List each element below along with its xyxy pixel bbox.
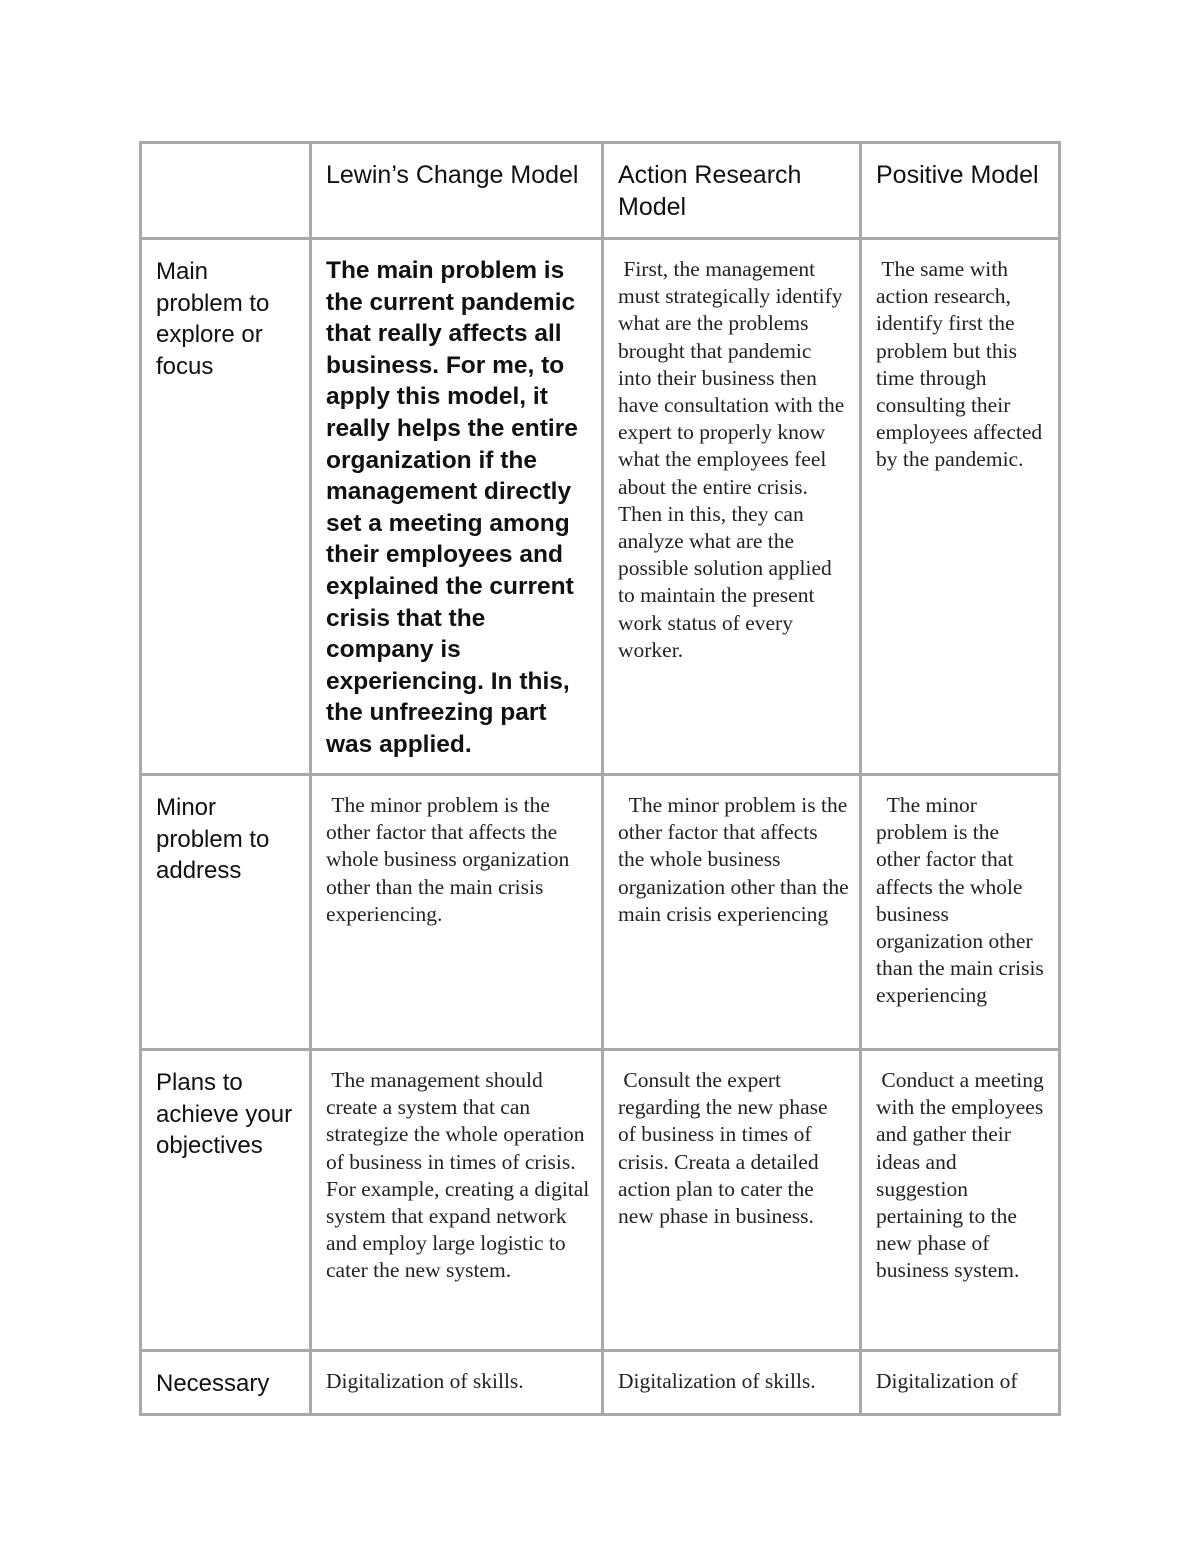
row-label-cell bbox=[141, 239, 311, 775]
cell-lewin bbox=[311, 775, 603, 1050]
header-cell-lewin bbox=[311, 143, 603, 239]
action-plans-text: Consult the expert regarding the new phase of business in times of crisis. Creata a detailed action plan to cater the new phase in business. bbox=[618, 1068, 833, 1229]
action-main-problem-text: First, the management must strategically identify what are the problems brought that pandemic into their business then have consultation with the expert to properly know what the employees feel about the entire crisis. Then in this, they can analyze what are the possible solution applied to maintain the present work status of every worker. bbox=[618, 257, 850, 662]
positive-minor-problem-text: The minor problem is the other factor that affects the whole business organization other than the main crisis experiencing bbox=[876, 793, 1050, 1008]
header-cell-positive bbox=[861, 143, 1060, 239]
row-label-cell bbox=[141, 775, 311, 1050]
lewin-necessary-text: Digitalization of skills. bbox=[326, 1369, 524, 1393]
lewin-main-problem-text: The main problem is the current pandemic that really affects all business. For me, to apply this model, it really helps the entire organization if the management directly set a meeting among their employees and explained the current crisis that the company is experiencing. In this, the unfreezing part was applied. bbox=[326, 257, 578, 758]
row-label-minor-problem: Minor problem to address bbox=[156, 794, 270, 884]
cell-action-research bbox=[603, 775, 861, 1050]
cell-positive bbox=[861, 239, 1060, 775]
row-label-cell bbox=[141, 1351, 311, 1415]
lewin-minor-problem-text: The minor problem is the other factor that affects the whole business organization other than the main crisis experiencing. bbox=[326, 793, 575, 926]
table-header-row bbox=[141, 143, 1060, 239]
cell-action-research bbox=[603, 239, 861, 775]
table-row bbox=[141, 1351, 1060, 1415]
comparison-table bbox=[139, 141, 1061, 1416]
action-necessary-text: Digitalization of skills. bbox=[618, 1369, 816, 1393]
table-row bbox=[141, 239, 1060, 775]
row-label-necessary: Necessary bbox=[156, 1370, 270, 1397]
row-label-main-problem: Main problem to explore or focus bbox=[156, 258, 270, 380]
cell-lewin bbox=[311, 239, 603, 775]
cell-positive bbox=[861, 1351, 1060, 1415]
header-action-research: Action Research Model bbox=[618, 161, 802, 221]
table-row bbox=[141, 1050, 1060, 1351]
table-row bbox=[141, 775, 1060, 1050]
positive-plans-text: Conduct a meeting with the employees and gather their ideas and suggestion pertaining to the new phase of business system. bbox=[876, 1068, 1050, 1283]
cell-positive bbox=[861, 775, 1060, 1050]
header-cell-action-research bbox=[603, 143, 861, 239]
cell-action-research bbox=[603, 1050, 861, 1351]
header-lewin: Lewin’s Change Model bbox=[326, 161, 579, 189]
cell-lewin bbox=[311, 1050, 603, 1351]
header-cell-empty bbox=[141, 143, 311, 239]
positive-necessary-text: Digitalization of bbox=[876, 1369, 1018, 1393]
cell-lewin bbox=[311, 1351, 603, 1415]
row-label-cell bbox=[141, 1050, 311, 1351]
cell-action-research bbox=[603, 1351, 861, 1415]
lewin-plans-text: The management should create a system that can strategize the whole operation of business in times of crisis. For example, creating a digital system that expand network and employ large logistic to cater the new system. bbox=[326, 1068, 595, 1283]
row-label-plans: Plans to achieve your objectives bbox=[156, 1069, 293, 1159]
cell-positive bbox=[861, 1050, 1060, 1351]
header-positive: Positive Model bbox=[876, 161, 1039, 189]
action-minor-problem-text: The minor problem is the other factor that affects the whole business organization other than the main crisis experiencing bbox=[618, 793, 855, 926]
positive-main-problem-text: The same with action research, identify first the problem but this time through consulting their employees affected by the pandemic. bbox=[876, 257, 1048, 472]
